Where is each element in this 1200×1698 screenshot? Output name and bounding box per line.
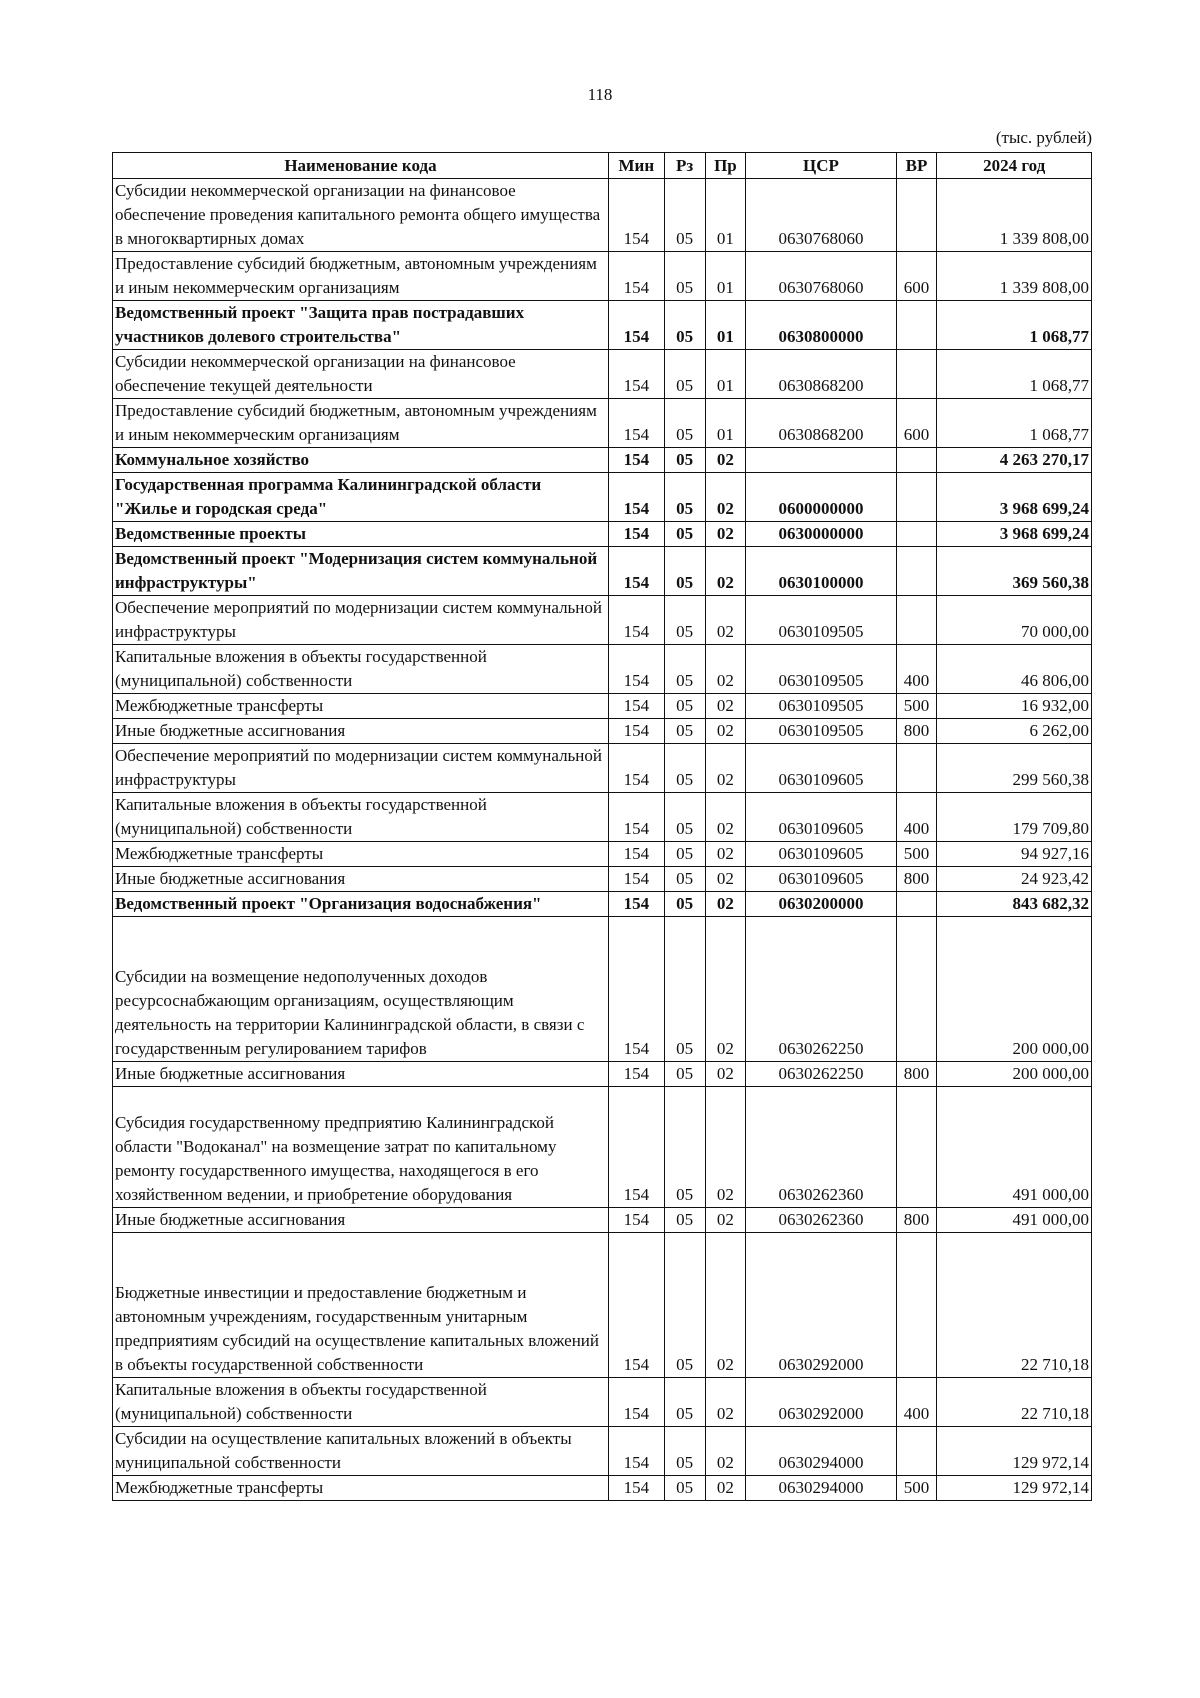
table-row [113,350,1092,399]
cell-min: 154 [608,917,664,1062]
cell-pr: 02 [705,867,746,892]
cell-csr: 0630768060 [746,252,896,301]
table-row [113,793,1092,842]
table-row [113,1087,1092,1208]
cell-rz: 05 [664,448,705,473]
table-row [113,744,1092,793]
cell-pr: 02 [705,744,746,793]
cell-csr: 0630200000 [746,892,896,917]
cell-min: 154 [608,350,664,399]
cell-vr [896,448,937,473]
table-row [113,522,1092,547]
cell-amount: 491 000,00 [937,1208,1092,1233]
cell-pr: 01 [705,301,746,350]
table-row [113,547,1092,596]
page-number: 118 [587,85,613,104]
cell-rz: 05 [664,1062,705,1087]
cell-vr: 400 [896,793,937,842]
cell-amount: 24 923,42 [937,867,1092,892]
cell-min: 154 [608,1062,664,1087]
cell-amount: 6 262,00 [937,719,1092,744]
table-row [113,448,1092,473]
cell-name [113,1233,609,1378]
cell-name: Коммунальное хозяйство [113,448,609,473]
cell-spacer [115,1233,606,1281]
cell-amount: 70 000,00 [937,596,1092,645]
table-row [113,645,1092,694]
cell-name [113,917,609,1062]
cell-min: 154 [608,1476,664,1501]
cell-name: Иные бюджетные ассигнования [113,1208,609,1233]
table-row [113,301,1092,350]
cell-pr: 02 [705,596,746,645]
cell-pr: 02 [705,448,746,473]
table-row [113,1476,1092,1501]
cell-name: Ведомственный проект "Организация водоснабжения" [113,892,609,917]
cell-name: Ведомственный проект "Защита прав пострадавших участников долевого строительства" [113,301,609,350]
cell-vr: 500 [896,694,937,719]
cell-amount: 129 972,14 [937,1427,1092,1476]
cell-spacer [115,1087,606,1111]
table-row [113,842,1092,867]
cell-rz: 05 [664,522,705,547]
cell-vr: 400 [896,1378,937,1427]
cell-name: Предоставление субсидий бюджетным, автономным учреждениям и иным некоммерческим организациям [113,399,609,448]
cell-csr: 0630868200 [746,399,896,448]
cell-pr: 02 [705,917,746,1062]
cell-name: Межбюджетные трансферты [113,842,609,867]
cell-amount: 3 968 699,24 [937,522,1092,547]
cell-pr: 02 [705,694,746,719]
cell-amount: 369 560,38 [937,547,1092,596]
table-row [113,1378,1092,1427]
cell-name: Субсидии некоммерческой организации на финансовое обеспечение текущей деятельности [113,350,609,399]
table-row [113,1233,1092,1378]
cell-csr: 0630109605 [746,793,896,842]
cell-name: Капитальные вложения в объекты государственной (муниципальной) собственности [113,793,609,842]
cell-rz: 05 [664,1087,705,1208]
cell-rz: 05 [664,917,705,1062]
cell-csr: 0630000000 [746,522,896,547]
cell-csr: 0630768060 [746,179,896,252]
cell-pr: 02 [705,1378,746,1427]
cell-rz: 05 [664,694,705,719]
cell-min: 154 [608,1378,664,1427]
table-row [113,399,1092,448]
cell-min: 154 [608,448,664,473]
cell-pr: 02 [705,1208,746,1233]
cell-min: 154 [608,645,664,694]
cell-name: Ведомственные проекты [113,522,609,547]
table-row [113,867,1092,892]
cell-rz: 05 [664,1476,705,1501]
cell-vr: 800 [896,867,937,892]
cell-spacer [115,917,606,965]
cell-pr: 02 [705,522,746,547]
table-row [113,179,1092,252]
cell-min: 154 [608,867,664,892]
cell-rz: 05 [664,473,705,522]
cell-rz: 05 [664,350,705,399]
cell-csr: 0630100000 [746,547,896,596]
cell-vr [896,892,937,917]
cell-amount: 1 068,77 [937,399,1092,448]
cell-rz: 05 [664,744,705,793]
cell-vr: 800 [896,1062,937,1087]
header-year: 2024 год [937,153,1092,179]
header-rz: Рз [664,153,705,179]
cell-name: Иные бюджетные ассигнования [113,719,609,744]
cell-amount: 3 968 699,24 [937,473,1092,522]
cell-vr [896,596,937,645]
cell-csr: 0630262250 [746,1062,896,1087]
cell-min: 154 [608,694,664,719]
header-csr: ЦСР [746,153,896,179]
cell-name: Ведомственный проект "Модернизация систем коммунальной инфраструктуры" [113,547,609,596]
cell-vr: 800 [896,1208,937,1233]
cell-csr: 0630294000 [746,1476,896,1501]
cell-name: Обеспечение мероприятий по модернизации систем коммунальной инфраструктуры [113,744,609,793]
cell-csr: 0630262250 [746,917,896,1062]
cell-vr [896,1233,937,1378]
cell-name: Обеспечение мероприятий по модернизации систем коммунальной инфраструктуры [113,596,609,645]
unit-note: (тыс. рублей) [995,128,1092,147]
cell-pr: 02 [705,1476,746,1501]
header-vr: ВР [896,153,937,179]
cell-name: Капитальные вложения в объекты государственной (муниципальной) собственности [113,645,609,694]
cell-name: Иные бюджетные ассигнования [113,867,609,892]
header-name: Наименование кода [113,153,609,179]
cell-name-text: Субсидии на возмещение недополученных доходов ресурсоснабжающим организациям, осуществляющим деятельность на территории Калининградской области, в связи с государственным регулированием тарифов [115,967,585,1058]
table-body [113,179,1092,1501]
table-row [113,473,1092,522]
cell-amount: 1 068,77 [937,350,1092,399]
cell-rz: 05 [664,1233,705,1378]
cell-min: 154 [608,596,664,645]
table-row [113,1208,1092,1233]
cell-amount: 200 000,00 [937,1062,1092,1087]
cell-vr [896,301,937,350]
cell-amount: 299 560,38 [937,744,1092,793]
cell-pr: 02 [705,1062,746,1087]
cell-csr: 0630109605 [746,842,896,867]
cell-csr: 0630262360 [746,1087,896,1208]
cell-vr [896,522,937,547]
table-row [113,892,1092,917]
cell-amount: 16 932,00 [937,694,1092,719]
cell-csr: 0630109505 [746,694,896,719]
cell-name: Иные бюджетные ассигнования [113,1062,609,1087]
cell-rz: 05 [664,842,705,867]
cell-amount: 94 927,16 [937,842,1092,867]
cell-rz: 05 [664,1427,705,1476]
cell-vr [896,1087,937,1208]
cell-min: 154 [608,522,664,547]
cell-rz: 05 [664,867,705,892]
cell-vr [896,744,937,793]
cell-rz: 05 [664,179,705,252]
cell-rz: 05 [664,793,705,842]
cell-amount: 46 806,00 [937,645,1092,694]
cell-name-text: Бюджетные инвестиции и предоставление бюджетным и автономным учреждениям, государственным унитарным предприятиям субсидий на осуществление капитальных вложений в объекты государственной собственности [115,1283,599,1374]
cell-csr: 0630109505 [746,645,896,694]
cell-min: 154 [608,252,664,301]
cell-vr [896,1427,937,1476]
cell-csr: 0630292000 [746,1378,896,1427]
table-row [113,694,1092,719]
table-row [113,719,1092,744]
cell-amount: 1 339 808,00 [937,252,1092,301]
cell-amount: 179 709,80 [937,793,1092,842]
header-pr: Пр [705,153,746,179]
cell-vr: 500 [896,1476,937,1501]
cell-pr: 02 [705,1427,746,1476]
table-header-row [113,153,1092,179]
cell-pr: 02 [705,645,746,694]
cell-name: Субсидии на осуществление капитальных вложений в объекты муниципальной собственности [113,1427,609,1476]
cell-rz: 05 [664,301,705,350]
cell-rz: 05 [664,399,705,448]
cell-min: 154 [608,1233,664,1378]
cell-name: Субсидии некоммерческой организации на финансовое обеспечение проведения капитального ремонта общего имущества в многоквартирных домах [113,179,609,252]
cell-csr [746,448,896,473]
cell-rz: 05 [664,547,705,596]
cell-pr: 02 [705,547,746,596]
cell-amount: 843 682,32 [937,892,1092,917]
table-row [113,1062,1092,1087]
cell-rz: 05 [664,1378,705,1427]
cell-min: 154 [608,793,664,842]
cell-pr: 02 [705,793,746,842]
cell-min: 154 [608,301,664,350]
cell-rz: 05 [664,1208,705,1233]
cell-csr: 0630292000 [746,1233,896,1378]
cell-pr: 01 [705,252,746,301]
table-row [113,1427,1092,1476]
header-min: Мин [608,153,664,179]
cell-amount: 1 339 808,00 [937,179,1092,252]
cell-pr: 01 [705,179,746,252]
cell-pr: 01 [705,399,746,448]
cell-amount: 491 000,00 [937,1087,1092,1208]
cell-pr: 01 [705,350,746,399]
cell-vr [896,179,937,252]
cell-min: 154 [608,473,664,522]
cell-min: 154 [608,744,664,793]
cell-vr: 800 [896,719,937,744]
cell-vr: 400 [896,645,937,694]
cell-min: 154 [608,719,664,744]
cell-amount: 4 263 270,17 [937,448,1092,473]
cell-amount: 200 000,00 [937,917,1092,1062]
cell-min: 154 [608,179,664,252]
cell-vr [896,350,937,399]
cell-min: 154 [608,1208,664,1233]
cell-rz: 05 [664,892,705,917]
cell-name: Государственная программа Калининградской области "Жилье и городская среда" [113,473,609,522]
cell-csr: 0630262360 [746,1208,896,1233]
cell-amount: 129 972,14 [937,1476,1092,1501]
cell-amount: 22 710,18 [937,1378,1092,1427]
cell-pr: 02 [705,719,746,744]
cell-vr: 500 [896,842,937,867]
cell-rz: 05 [664,719,705,744]
cell-vr [896,917,937,1062]
cell-amount: 1 068,77 [937,301,1092,350]
cell-min: 154 [608,842,664,867]
cell-rz: 05 [664,645,705,694]
cell-csr: 0600000000 [746,473,896,522]
cell-pr: 02 [705,842,746,867]
cell-min: 154 [608,1087,664,1208]
table-row [113,917,1092,1062]
cell-vr: 600 [896,399,937,448]
budget-table [112,152,1092,1501]
table-row [113,596,1092,645]
cell-pr: 02 [705,473,746,522]
cell-amount: 22 710,18 [937,1233,1092,1378]
cell-min: 154 [608,1427,664,1476]
cell-vr [896,473,937,522]
table-row [113,252,1092,301]
cell-csr: 0630800000 [746,301,896,350]
cell-name: Межбюджетные трансферты [113,694,609,719]
cell-csr: 0630109605 [746,744,896,793]
cell-rz: 05 [664,252,705,301]
cell-min: 154 [608,399,664,448]
cell-csr: 0630294000 [746,1427,896,1476]
cell-pr: 02 [705,1087,746,1208]
cell-vr: 600 [896,252,937,301]
cell-rz: 05 [664,596,705,645]
cell-csr: 0630109505 [746,596,896,645]
cell-min: 154 [608,892,664,917]
cell-name: Предоставление субсидий бюджетным, автономным учреждениям и иным некоммерческим организациям [113,252,609,301]
cell-name: Межбюджетные трансферты [113,1476,609,1501]
cell-csr: 0630109505 [746,719,896,744]
cell-name-text: Субсидия государственному предприятию Калининградской области "Водоканал" на возмещение затрат по капитальному ремонту государственного имущества, находящегося в его хозяйственном ведении, и приобретение оборудования [115,1113,557,1204]
cell-vr [896,547,937,596]
cell-pr: 02 [705,1233,746,1378]
cell-min: 154 [608,547,664,596]
cell-name: Капитальные вложения в объекты государственной (муниципальной) собственности [113,1378,609,1427]
cell-name [113,1087,609,1208]
cell-csr: 0630868200 [746,350,896,399]
cell-pr: 02 [705,892,746,917]
cell-csr: 0630109605 [746,867,896,892]
